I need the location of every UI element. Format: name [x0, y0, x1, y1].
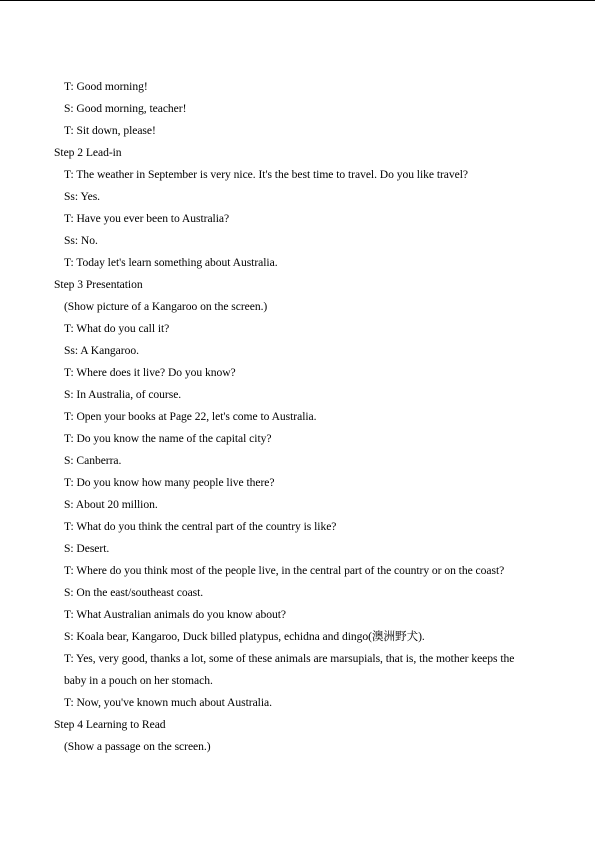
- dialogue-line: S: About 20 million.: [64, 498, 158, 511]
- dialogue-line: T: Now, you've known much about Australia.: [64, 696, 272, 709]
- dialogue-line: T: The weather in September is very nice. It's the best time to travel. Do you like travel?: [64, 168, 469, 181]
- dialogue-line: baby in a pouch on her stomach.: [64, 674, 213, 687]
- dialogue-line: T: Good morning!: [64, 80, 148, 93]
- dialogue-line: S: Desert.: [64, 542, 110, 555]
- dialogue-line: T: Where does it live? Do you know?: [64, 366, 236, 379]
- dialogue-line: S: Canberra.: [64, 454, 122, 467]
- dialogue-line: S: Good morning, teacher!: [64, 102, 187, 115]
- dialogue-line: (Show picture of a Kangaroo on the screen.): [64, 300, 268, 313]
- dialogue-line: T: Open your books at Page 22, let's come to Australia.: [64, 410, 317, 423]
- dialogue-line: T: Today let's learn something about Australia.: [64, 256, 278, 269]
- dialogue-line: T: What do you call it?: [64, 322, 170, 335]
- dialogue-line: S: On the east/southeast coast.: [64, 586, 204, 599]
- step-heading: Step 2 Lead-in: [54, 146, 122, 159]
- dialogue-line: S: In Australia, of course.: [64, 388, 182, 401]
- dialogue-line: T: What Australian animals do you know about?: [64, 608, 287, 621]
- dialogue-line: S: Koala bear, Kangaroo, Duck billed platypus, echidna and dingo(澳洲野犬).: [64, 630, 425, 643]
- dialogue-line: T: What do you think the central part of the country is like?: [64, 520, 337, 533]
- dialogue-line: T: Do you know the name of the capital city?: [64, 432, 272, 445]
- dialogue-line: Ss: A Kangaroo.: [64, 344, 139, 357]
- top-rule: [0, 0, 595, 1]
- dialogue-line: T: Yes, very good, thanks a lot, some of these animals are marsupials, that is, the mother keeps the: [64, 652, 515, 665]
- dialogue-line: (Show a passage on the screen.): [64, 740, 211, 753]
- step-heading: Step 3 Presentation: [54, 278, 143, 291]
- dialogue-line: T: Sit down, please!: [64, 124, 156, 137]
- step-heading: Step 4 Learning to Read: [54, 718, 166, 731]
- dialogue-line: T: Do you know how many people live there?: [64, 476, 275, 489]
- dialogue-line: T: Have you ever been to Australia?: [64, 212, 230, 225]
- dialogue-line: T: Where do you think most of the people live, in the central part of the country or on the coast?: [64, 564, 505, 577]
- dialogue-line: Ss: No.: [64, 234, 98, 247]
- dialogue-line: Ss: Yes.: [64, 190, 101, 203]
- lesson-transcript: [0, 76, 595, 758]
